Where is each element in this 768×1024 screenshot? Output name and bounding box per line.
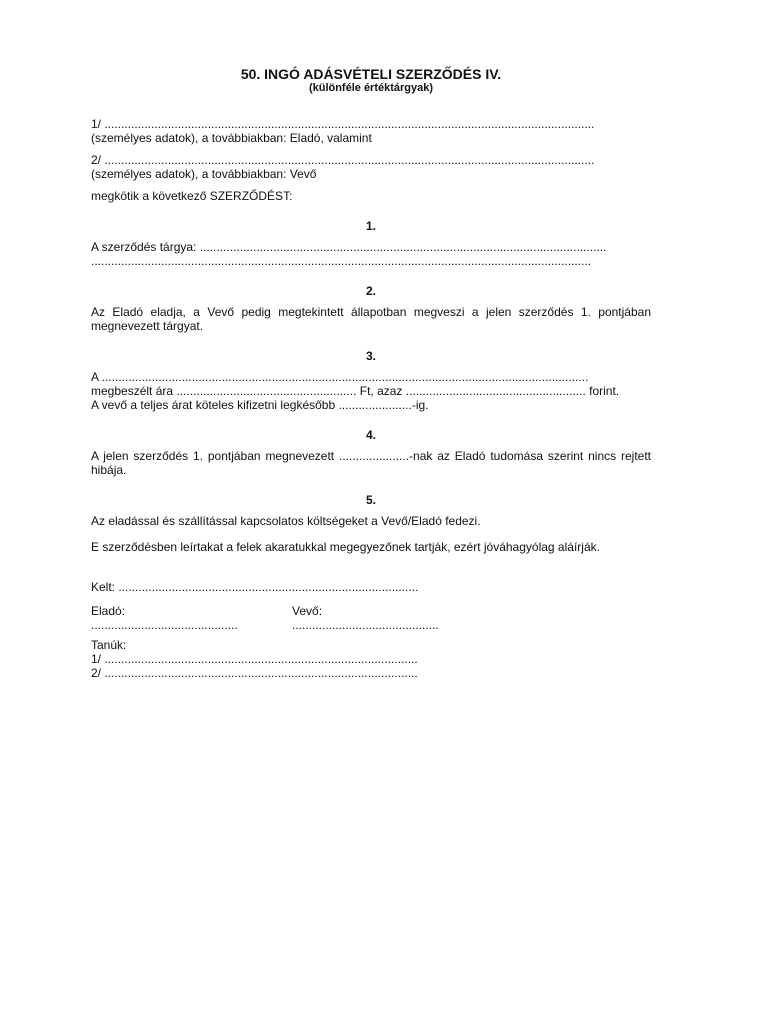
signature-labels-row <box>91 604 651 618</box>
section-5-number: 5. <box>365 493 376 507</box>
buyer-signature-line: ............................................ <box>292 618 439 632</box>
party1-block <box>91 117 651 145</box>
witness-2-line: 2/ .............................................................................................. <box>91 666 418 680</box>
section-4-number: 4. <box>365 428 376 442</box>
party1-description: (személyes adatok), a továbbiakban: Eladó, valamint <box>91 131 372 145</box>
section-3-number: 3. <box>365 349 376 363</box>
seller-label: Eladó: <box>91 604 126 618</box>
section-2-number: 2. <box>365 284 376 298</box>
party2-block <box>91 153 651 181</box>
kelt-line: Kelt: .......................................................................................... <box>91 580 419 594</box>
closing-statement: E szerződésben leírtakat a felek akaratukkal megegyezőnek tartják, ezért jóváhagyólag aláírják. <box>91 540 600 554</box>
witnesses-label: Tanúk: <box>91 638 127 652</box>
section-3-line-3: A vevő a teljes árat köteles kifizetni legkésőbb ......................-ig. <box>91 398 429 412</box>
section-5-text: Az eladással és szállítással kapcsolatos költségeket a Vevő/Eladó fedezi. <box>91 514 481 528</box>
section-3-line-2: megbeszélt ára ...................................................... Ft, azaz ...................................................... forint. <box>91 384 620 398</box>
witness-1-line: 1/ .............................................................................................. <box>91 652 418 666</box>
document-page <box>91 66 651 680</box>
section-1-line-1: A szerződés tárgya: .......................................................................................................................... <box>91 240 607 254</box>
party2-line: 2/ ................................................................................................................................................... <box>91 153 595 167</box>
document-title: 50. INGÓ ADÁSVÉTELI SZERZŐDÉS IV. <box>240 66 502 82</box>
party1-line: 1/ ................................................................................................................................................... <box>91 117 595 131</box>
document-subtitle: (különféle értéktárgyak) <box>308 82 434 94</box>
contract-intro: megkötik a következő SZERZŐDÉST: <box>91 189 293 203</box>
section-3-line-1: A .................................................................................................................................................. <box>91 370 589 384</box>
seller-signature-line: ............................................ <box>91 618 238 632</box>
party2-description: (személyes adatok), a továbbiakban: Vevő <box>91 167 317 181</box>
section-1-number: 1. <box>365 219 376 233</box>
signature-lines-row <box>91 618 651 632</box>
section-1-line-2: ...................................................................................................................................................... <box>91 254 592 268</box>
buyer-label: Vevő: <box>292 604 323 618</box>
section-4-text: A jelen szerződés 1. pontjában megnevezett .....................-nak az Eladó tudomása szerint nincs rejtett hibája. <box>91 449 651 477</box>
section-2-text: Az Eladó eladja, a Vevő pedig megtekintett állapotban megveszi a jelen szerződés 1. pontjában megnevezett tárgyat. <box>91 305 651 333</box>
